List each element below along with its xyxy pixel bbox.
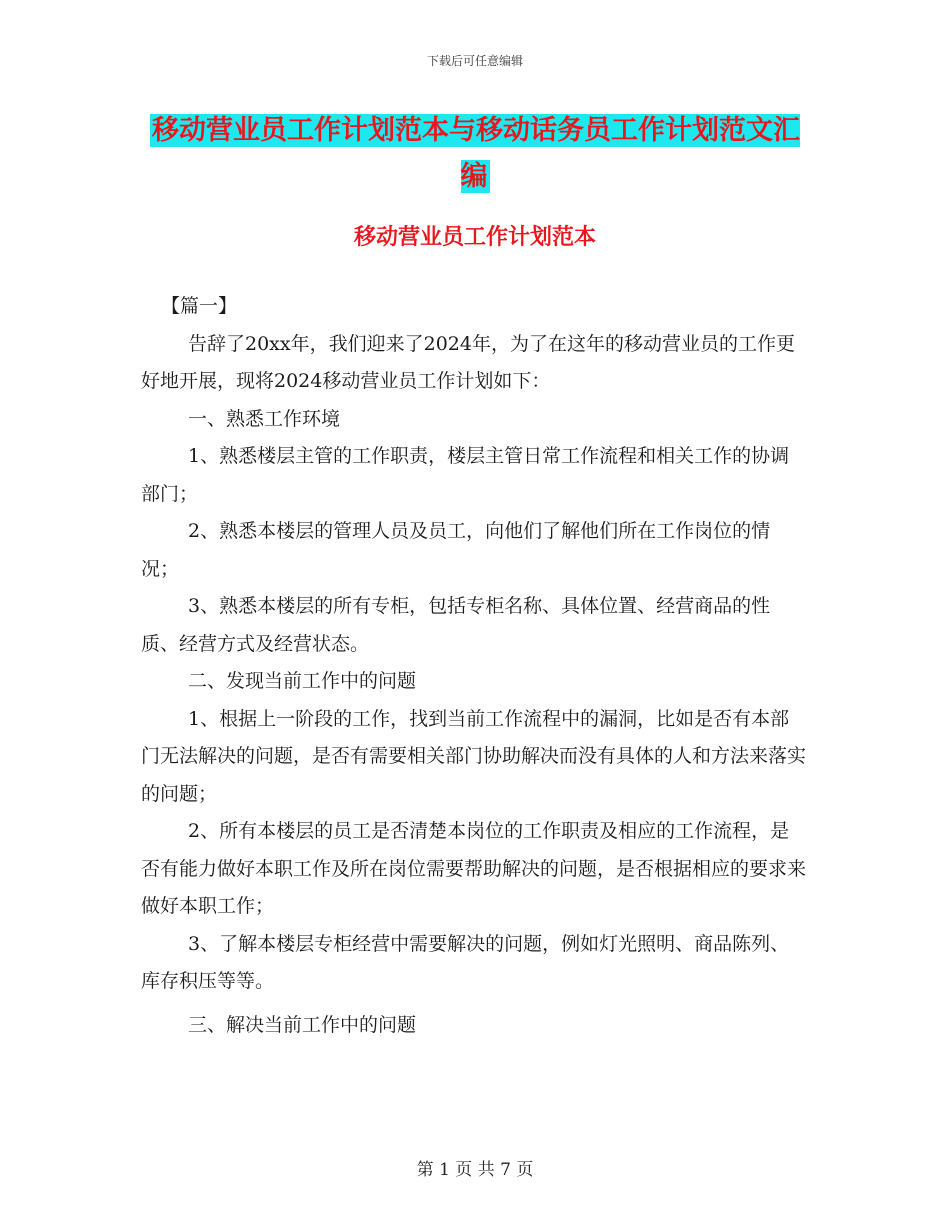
paragraph: 一、熟悉工作环境 <box>188 407 341 430</box>
paragraph: 三、解决当前工作中的问题 <box>188 1013 417 1036</box>
paragraph: 1、熟悉楼层主管的工作职责，楼层主管日常工作流程和相关工作的协调部门； <box>141 445 790 505</box>
paragraph: 1、根据上一阶段的工作，找到当前工作流程中的漏洞，比如是否有本部门无法解决的问题，是否有需要相关部门协助解决而没有具体的人和方法来落实的问题； <box>141 707 807 805</box>
document-title-text: 移动营业员工作计划范本与移动话务员工作计划范文汇编 <box>152 115 800 192</box>
paragraph: 3、熟悉本楼层的所有专柜，包括专柜名称、具体位置、经营商品的性质、经营方式及经营状态。 <box>141 595 771 655</box>
paragraph: 2、所有本楼层的员工是否清楚本岗位的工作职责及相应的工作流程，是否有能力做好本职工作及所在岗位需要帮助解决的问题，是否根据相应的要求来做好本职工作； <box>141 820 807 917</box>
page-footer: 第 1 页 共 7 页 <box>416 1160 534 1180</box>
section-title: 移动营业员工作计划范本 <box>353 225 596 250</box>
document-title <box>140 108 810 200</box>
section-label: 【篇一】 <box>161 295 238 317</box>
paragraph: 告辞了20xx年，我们迎来了2024年，为了在这年的移动营业员的工作更好地开展，现将2024移动营业员工作计划如下： <box>141 332 795 392</box>
paragraph: 3、了解本楼层专柜经营中需要解决的问题，例如灯光照明、商品陈列、库存积压等等。 <box>141 932 790 992</box>
paragraph: 二、发现当前工作中的问题 <box>188 670 417 692</box>
paragraph: 2、熟悉本楼层的管理人员及员工，向他们了解他们所在工作岗位的情况； <box>141 520 771 580</box>
document-body <box>141 288 806 1044</box>
header-note: 下载后可任意编辑 <box>426 54 523 68</box>
